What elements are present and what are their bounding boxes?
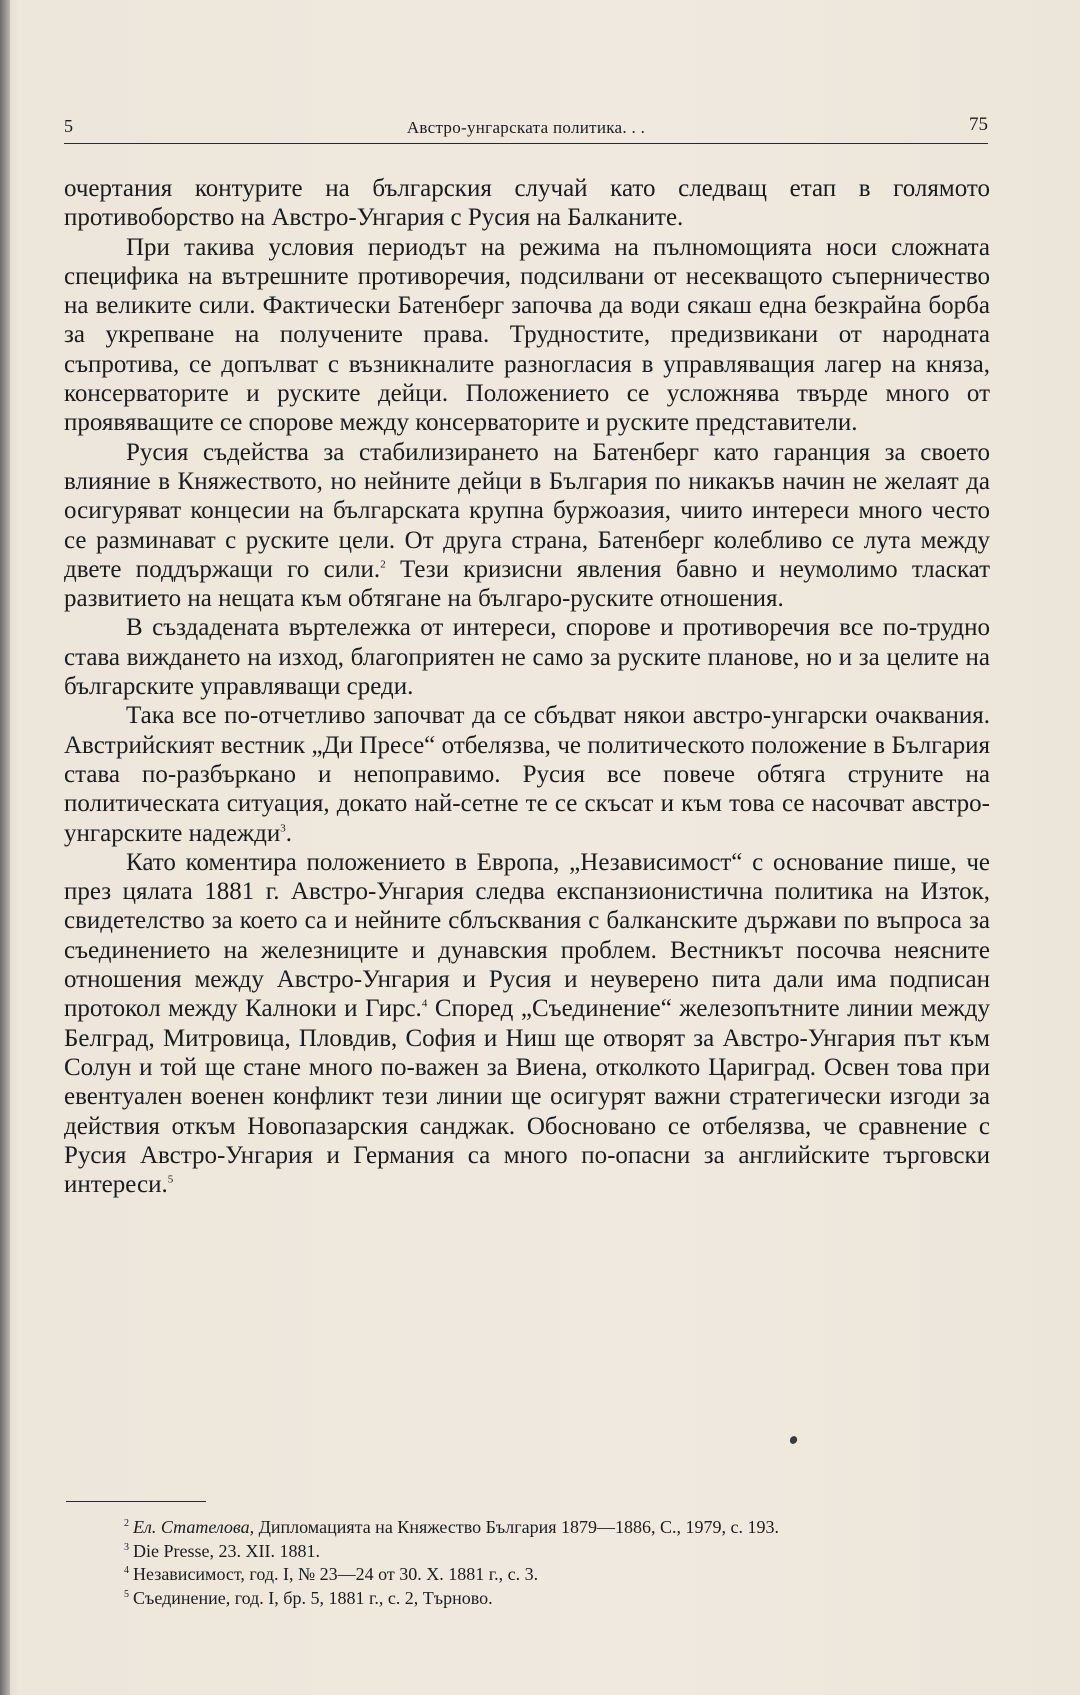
paragraph-1	[64, 174, 990, 233]
paragraph-3	[64, 438, 990, 614]
footnote-author: Ел. Стателова,	[133, 1517, 255, 1537]
page-number: 75	[969, 114, 988, 135]
paragraph-2	[64, 233, 990, 438]
running-title: Австро-унгарската политика. . .	[406, 118, 646, 137]
footnote-ref[interactable]: 5	[167, 1173, 174, 1186]
footnote-5	[64, 1587, 990, 1611]
footnote-rule	[66, 1501, 206, 1502]
paragraph-text: Според „Съединение“ железопътните линии между Белград, Митровица, Пловдив, София и Ниш ще отворят за Австро-Унгария път към Солун и той ще стане много по-важен за Виена, отколкото Цариград. Освен това при евентуален военен конфликт тези линии ще осигурят важни стратегически изгоди за действия откъм Новопазарския санджак. Обосновано се отбелязва, че сравнение с Русия Австро-Унгария и Германия са много по-опасни за английските търговски интереси.	[64, 995, 990, 1199]
main-text	[64, 174, 990, 1199]
section-number: 5	[64, 116, 73, 136]
footnote-ref[interactable]: 2	[380, 558, 386, 571]
footnotes	[64, 1516, 990, 1610]
footnote-text: Дипломацията на Княжество България 1879—1886, С., 1979, с. 193.	[254, 1517, 779, 1537]
footnote-number: 2	[124, 1518, 129, 1529]
header-rule	[64, 143, 988, 144]
book-spine-shadow	[0, 0, 10, 1695]
footnote-text: Съединение, год. I, бр. 5, 1881 г., с. 2, Търново.	[133, 1587, 493, 1608]
footnote-4	[64, 1563, 990, 1587]
paragraph-text: Така все по-отчетливо започват да се сбъдват някои австро-унгарски очаквания. Австрийският вестник „Ди Пресе“ отбелязва, че политическото положение в България става по-разбъркано и непоправимо. Русия все повече обтяга струните на политическата ситуация, докато най-сетне те се скъсат и към това се насочват австро-унгарските надежди	[64, 702, 990, 847]
paragraph-text: Тези кризисни явления бавно и неумолимо тласкат развитието на нещата към обтягане на българо-руските отношения.	[64, 555, 990, 613]
footnote-text: Независимост, год. I, № 23—24 от 30. X. 1881 г., с. 3.	[133, 1564, 539, 1584]
paragraph-text: очертания контурите на българския случай като следващ етап в голямото противоборство на Австро-Унгария с Русия на Балканите.	[64, 175, 990, 232]
ink-speck	[788, 1435, 798, 1445]
footnote-number: 3	[124, 1541, 129, 1553]
footnote-ref[interactable]: 3	[280, 822, 286, 835]
paragraph-6	[64, 848, 990, 1200]
footnote-number: 4	[124, 1565, 129, 1576]
paragraph-4	[64, 613, 990, 701]
footnote-number: 5	[124, 1588, 129, 1600]
footnote-2	[64, 1516, 990, 1540]
footnote-ref[interactable]: 4	[421, 997, 428, 1010]
paragraph-text: При такива условия периодът на режима на пълномощията носи сложната специфика на вътрешните противоречия, подсилвани от несекващото съперничество на великите сили. Фактически Батенберг започва да води сякаш една безкрайна борба за укрепване на получените права. Трудностите, предизвикани от народната съпротива, се допълват с възникналите разногласия в управляващия лагер на княза, консерваторите и руските дейци. Положението се усложнява твърде много от проявяващите се спорове между консерваторите и руските представители.	[64, 233, 990, 437]
footnote-text: Die Presse, 23. XII. 1881.	[133, 1540, 320, 1561]
paragraph-text: .	[285, 819, 293, 847]
paragraph-text: Като коментира положението в Европа, „Независимост“ с основание пише, че през цялата 1881 г. Австро-Унгария следва експанзионистична политика на Изток, свидетелство за което са и нейните сблъсквания с балканските държави по въпроса за съединението на железниците и дунавския проблем. Вестникът посочва неясните отношения между Австро-Унгария и Русия и неуверено пита дали има подписан протокол между Калноки и Гирс.	[64, 848, 990, 1023]
running-header	[64, 112, 988, 142]
paragraph-5	[64, 701, 990, 847]
paragraph-text: Русия съдейства за стабилизирането на Батенберг като гаранция за своето влияние в Княжеството, но нейните дейци в България по никакъв начин не желаят да осигуряват концесии на българската крупна буржоазия, чиито интереси много често се разминават с руските цели. От друга страна, Батенберг колебливо се лута между двете поддържащи го сили.	[64, 438, 990, 583]
footnote-3	[64, 1540, 990, 1564]
paragraph-text: В създадената въртележка от интереси, спорове и противоречия все по-трудно става виждането на изход, благоприятен не само за руските планове, но и за целите на българските управляващи среди.	[64, 614, 990, 701]
